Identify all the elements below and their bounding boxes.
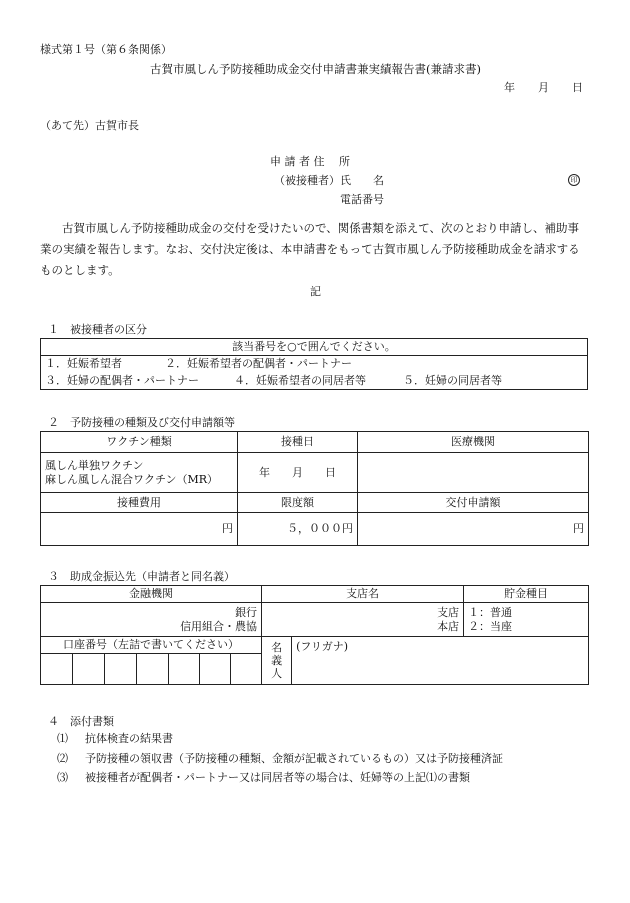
attachment-text: 予防接種の領収書（予防接種の種類、金額が記載されているもの）又は予防接種済証 bbox=[85, 752, 503, 765]
section1-instruction: 該当番号を○で囲んでください。 bbox=[41, 339, 588, 356]
section1-heading: １ 被接種者の区分 bbox=[48, 323, 147, 336]
col-vaccination-cost: 接種費用 bbox=[41, 493, 238, 513]
deposit-type-options bbox=[464, 603, 589, 637]
col-vaccine-type: ワクチン種類 bbox=[41, 432, 238, 453]
account-digit-1[interactable] bbox=[41, 654, 73, 685]
medical-institution-field[interactable] bbox=[358, 453, 589, 493]
date-day-label: 日 bbox=[572, 81, 583, 94]
applicant-name-prefix: （被接種者） bbox=[274, 174, 340, 187]
applicant-address-label: 申 請 者 住 所 bbox=[270, 155, 350, 168]
vaccine-rubella-single[interactable]: 風しん単独ワクチン bbox=[45, 458, 144, 472]
attachment-item-2 bbox=[57, 753, 503, 764]
branch-name-field[interactable] bbox=[262, 603, 464, 637]
date-month-label: 月 bbox=[538, 81, 549, 94]
option-1[interactable]: １．妊娠希望者 bbox=[45, 357, 122, 371]
section1-options-row2 bbox=[41, 373, 588, 390]
ki-mark: 記 bbox=[310, 285, 321, 298]
deposit-type-ordinary[interactable]: １：普通 bbox=[468, 605, 513, 619]
option-5[interactable]: ５．妊婦の同居者等 bbox=[403, 373, 502, 387]
col-vaccination-date: 接種日 bbox=[238, 432, 358, 453]
form-number: 様式第１号（第６条関係） bbox=[40, 43, 172, 56]
col-deposit-type: 貯金種目 bbox=[464, 586, 589, 603]
main-branch-suffix: 本店 bbox=[437, 619, 460, 633]
addressee: （あて先）古賀市長 bbox=[40, 119, 139, 132]
col-requested-amount: 交付申請額 bbox=[358, 493, 589, 513]
requested-amount-field[interactable] bbox=[358, 513, 589, 546]
yen-unit: 円 bbox=[222, 522, 233, 536]
col-branch-name: 支店名 bbox=[262, 586, 464, 603]
section2-heading: ２ 予防接種の種類及び交付申請額等 bbox=[48, 416, 235, 429]
attachment-item-1 bbox=[57, 733, 173, 744]
section1-table bbox=[40, 338, 588, 390]
section3-table bbox=[40, 585, 589, 685]
account-holder-field[interactable] bbox=[292, 637, 589, 685]
applicant-phone-label: 電話番号 bbox=[340, 193, 384, 206]
account-digit-3[interactable] bbox=[105, 654, 137, 685]
vaccine-mr-combined[interactable]: 麻しん風しん混合ワクチン（MR） bbox=[45, 472, 218, 486]
applicant-name-label: 氏 名 bbox=[340, 174, 384, 187]
section1-options-row1 bbox=[41, 356, 588, 373]
col-limit-amount: 限度額 bbox=[238, 493, 358, 513]
attachment-text: 抗体検査の結果書 bbox=[85, 732, 173, 745]
furigana-label: (フリガナ) bbox=[296, 640, 349, 653]
deposit-type-checking[interactable]: ２：当座 bbox=[468, 619, 513, 633]
attachment-no: ⑴ bbox=[57, 732, 68, 745]
vaccination-cost-field[interactable] bbox=[41, 513, 238, 546]
credit-union-suffix: 信用組合・農協 bbox=[180, 619, 258, 633]
section4-heading: ４ 添付書類 bbox=[48, 715, 114, 728]
bank-suffix: 銀行 bbox=[235, 605, 258, 619]
branch-suffix: 支店 bbox=[437, 605, 460, 619]
option-3[interactable]: ３．妊婦の配偶者・パートナー bbox=[45, 373, 199, 387]
limit-amount-value: ５，０００円 bbox=[238, 513, 358, 546]
vaccination-date-field[interactable]: 年 月 日 bbox=[238, 453, 358, 493]
section2-table bbox=[40, 431, 589, 546]
intro-paragraph: 古賀市風しん予防接種助成金の交付を受けたいので、関係書類を添えて、次のとおり申請し、補助事業の実績を報告します。なお、交付決定後は、本申請書をもって古賀市風しん予防接種助成金を請求するものとします。 bbox=[40, 221, 580, 277]
attachment-no: ⑵ bbox=[57, 752, 68, 765]
vaccine-options bbox=[41, 453, 238, 493]
account-digit-6[interactable] bbox=[200, 654, 231, 685]
account-holder-label: 名義人 bbox=[262, 637, 292, 685]
option-2[interactable]: ２．妊娠希望者の配偶者・パートナー bbox=[165, 357, 352, 371]
financial-institution-field[interactable] bbox=[41, 603, 262, 637]
account-digit-4[interactable] bbox=[137, 654, 169, 685]
attachment-item-3 bbox=[57, 772, 470, 783]
yen-unit: 円 bbox=[573, 522, 584, 536]
attachment-no: ⑶ bbox=[57, 771, 68, 784]
col-medical-institution: 医療機関 bbox=[358, 432, 589, 453]
document-title: 古賀市風しん予防接種助成金交付申請書兼実績報告書(兼請求書) bbox=[150, 62, 481, 76]
date-year-label: 年 bbox=[504, 81, 515, 94]
account-digit-7[interactable] bbox=[231, 654, 262, 685]
account-digit-2[interactable] bbox=[73, 654, 105, 685]
section3-heading: ３ 助成金振込先（申請者と同名義） bbox=[48, 570, 235, 583]
attachment-text: 被接種者が配偶者・パートナー又は同居者等の場合は、妊婦等の上記⑴の書類 bbox=[85, 771, 470, 784]
option-4[interactable]: ４．妊娠希望者の同居者等 bbox=[234, 373, 366, 387]
col-financial-institution: 金融機関 bbox=[41, 586, 262, 603]
account-digit-5[interactable] bbox=[169, 654, 200, 685]
seal-mark: 印 bbox=[568, 174, 580, 186]
account-number-label: 口座番号（左詰で書いてください） bbox=[41, 637, 262, 654]
